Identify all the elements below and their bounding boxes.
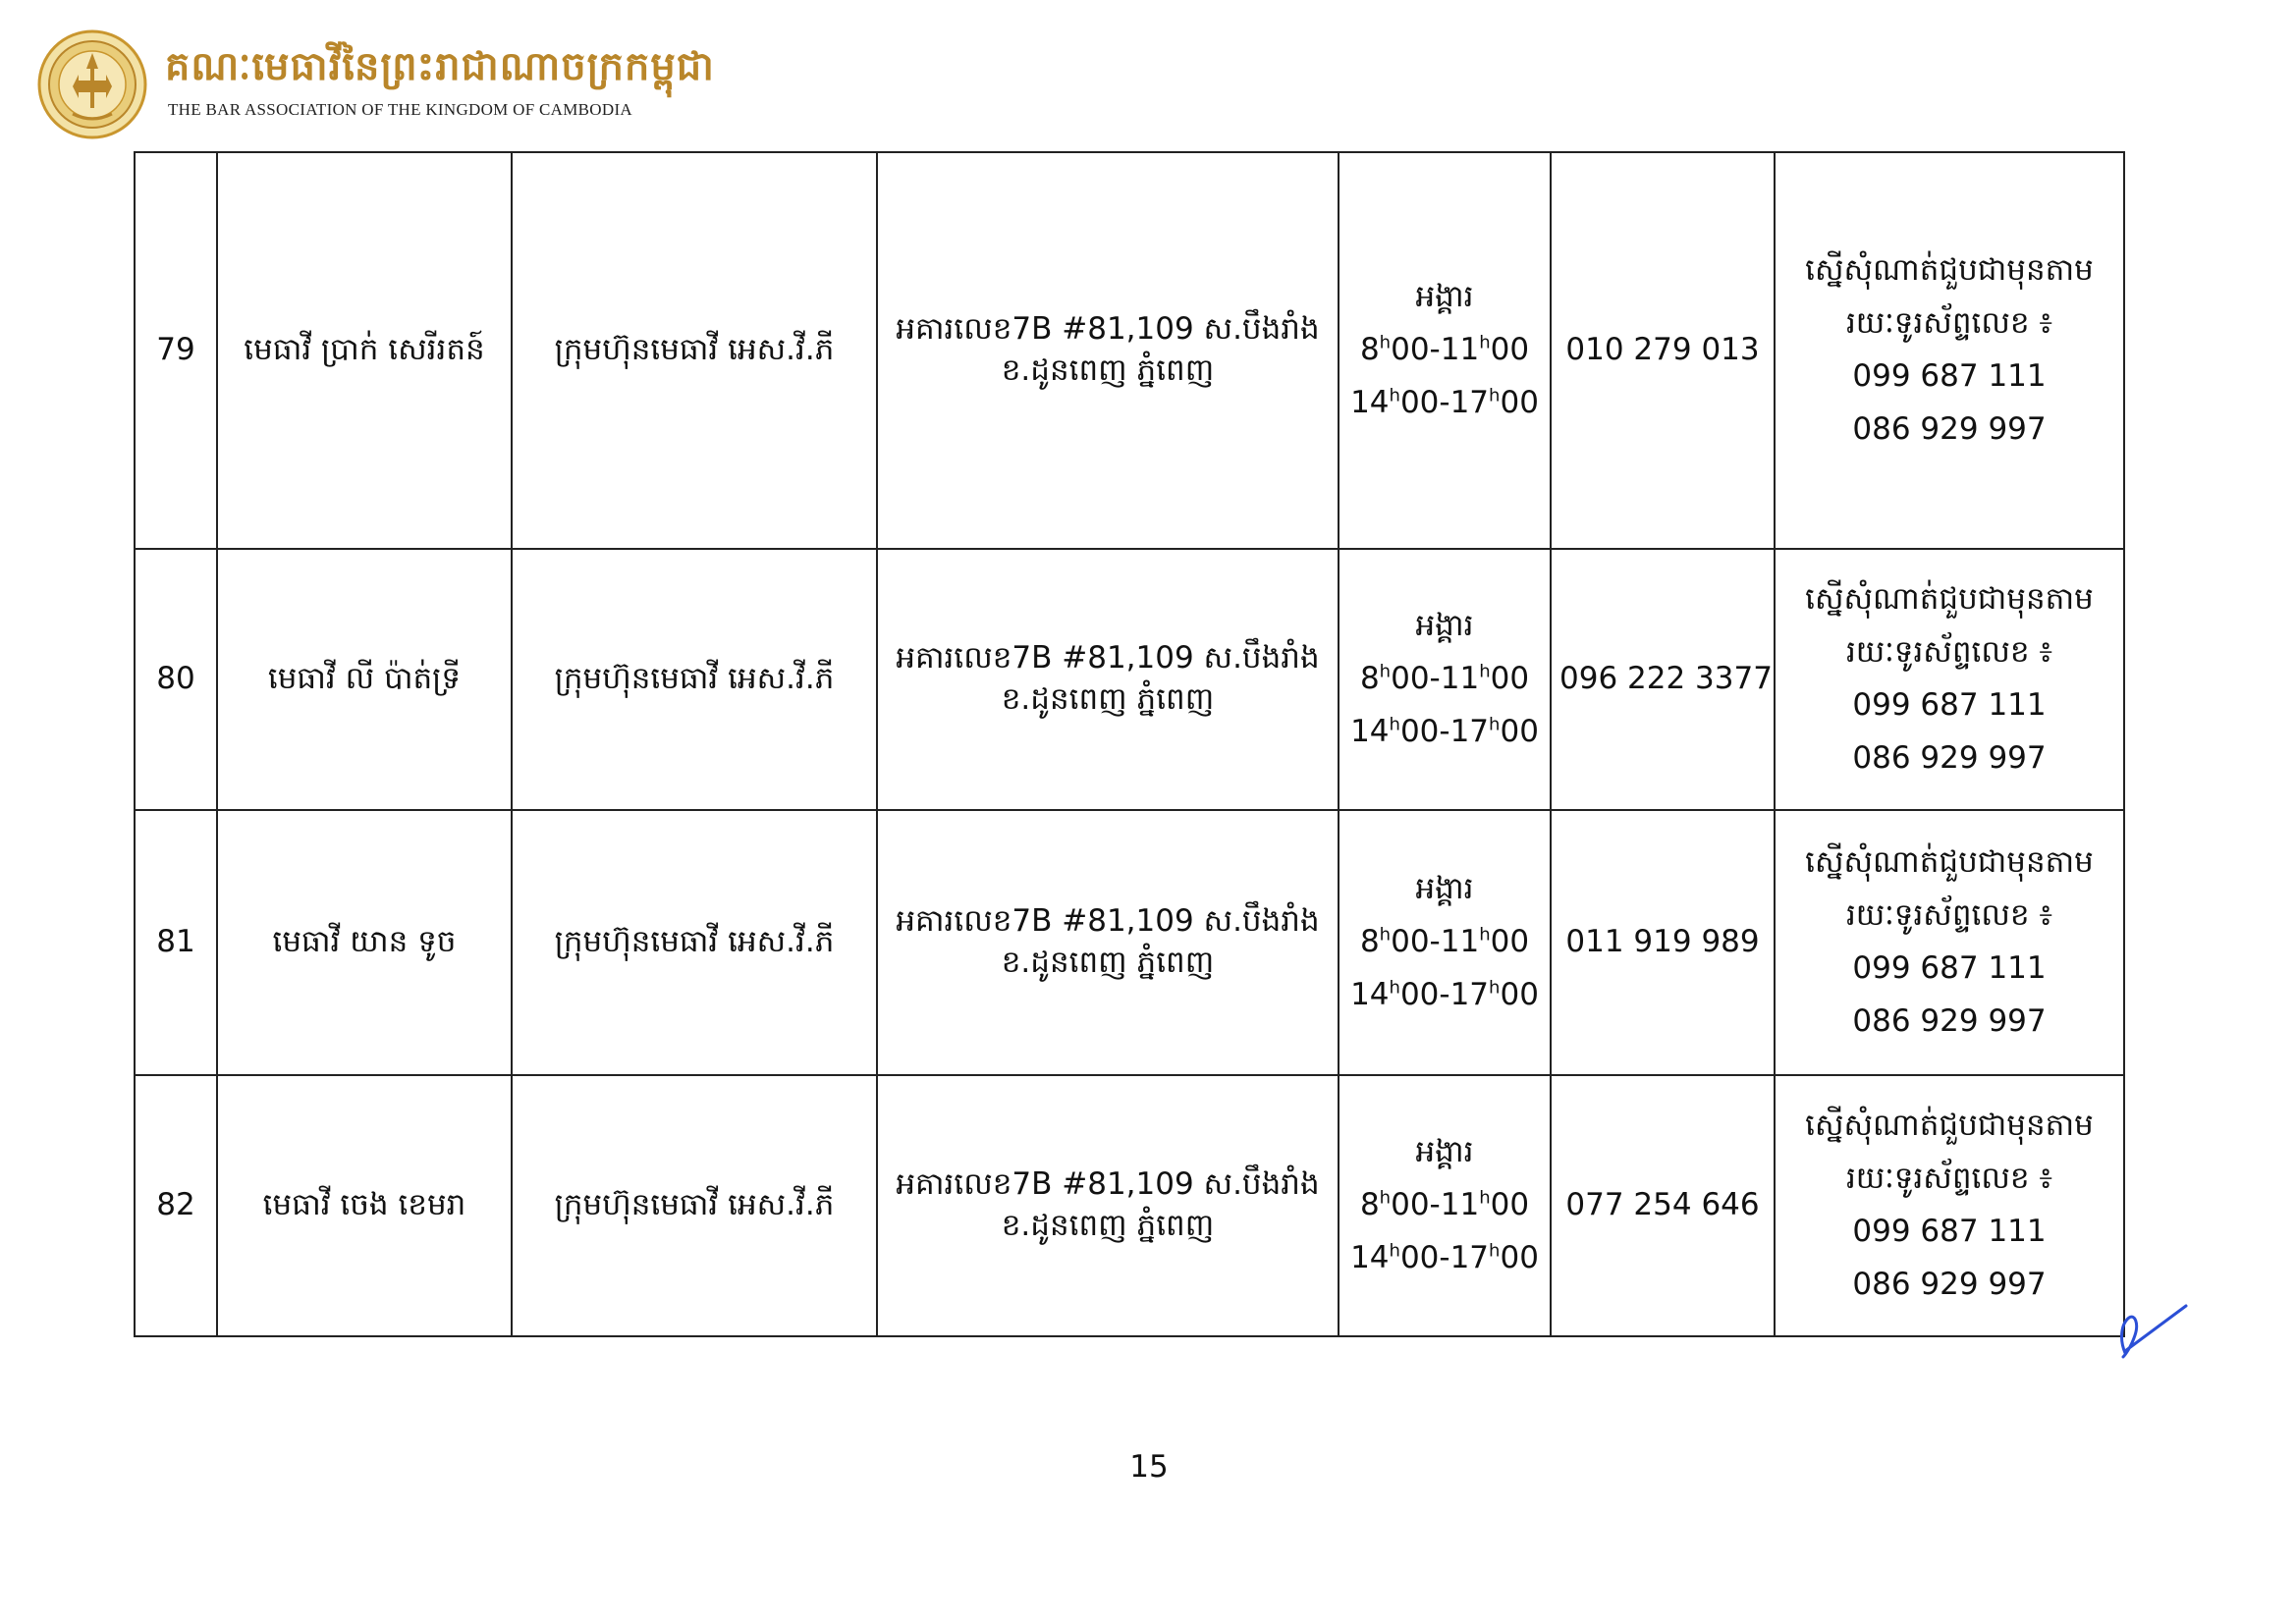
hours-afternoon: 14$^h$00-17$^h$00 bbox=[1350, 1239, 1539, 1275]
royal-seal-icon bbox=[37, 29, 147, 139]
address-line: ខ.ដូនពេញ ភ្នំពេញ bbox=[1001, 945, 1215, 980]
phone-number: 010 279 013 bbox=[1551, 152, 1775, 549]
lawyer-name: មេធាវី ប្រាក់ សេរីរតន៍ bbox=[217, 152, 512, 549]
note-line: រយៈទូរស័ព្ទលេខ ៖ bbox=[1845, 305, 2053, 342]
appointment-note bbox=[1775, 1075, 2124, 1336]
office-hours bbox=[1339, 152, 1551, 549]
note-line: ស្នើសុំណាត់ជួបជាមុនតាម bbox=[1805, 1108, 2094, 1144]
law-firm: ក្រុមហ៊ុនមេធាវី អេស.វី.ភី bbox=[512, 810, 877, 1075]
hours-day: អង្គារ bbox=[1415, 279, 1474, 315]
address-line: អគារលេខ7B #81,109 ស.បឹងរាំង bbox=[896, 311, 1320, 348]
note-line: ស្នើសុំណាត់ជួបជាមុនតាម bbox=[1805, 581, 2094, 618]
appointment-note bbox=[1775, 549, 2124, 810]
note-phone: 086 929 997 bbox=[1852, 1002, 2047, 1039]
address bbox=[877, 1075, 1339, 1336]
address-line: ខ.ដូនពេញ ភ្នំពេញ bbox=[1001, 681, 1215, 717]
note-phone: 099 687 111 bbox=[1852, 687, 2047, 723]
hours-morning: 8$^h$00-11$^h$00 bbox=[1359, 332, 1530, 368]
note-line: រយៈទូរស័ព្ទលេខ ៖ bbox=[1845, 897, 2053, 934]
note-phone: 086 929 997 bbox=[1852, 410, 2047, 447]
row-number: 79 bbox=[135, 152, 217, 549]
row-number: 82 bbox=[135, 1075, 217, 1336]
address bbox=[877, 152, 1339, 549]
note-phone: 086 929 997 bbox=[1852, 1266, 2047, 1302]
office-hours bbox=[1339, 1075, 1551, 1336]
hours-day: អង្គារ bbox=[1415, 1134, 1474, 1170]
lawyer-name: មេធាវី លី ប៉ាត់ទ្រី bbox=[217, 549, 512, 810]
lawyer-name: មេធាវី ចេង ខេមរា bbox=[217, 1075, 512, 1336]
note-line: ស្នើសុំណាត់ជួបជាមុនតាម bbox=[1805, 844, 2094, 881]
phone-number: 096 222 3377 bbox=[1551, 549, 1775, 810]
table-row bbox=[135, 152, 2124, 549]
address-line: អគារលេខ7B #81,109 ស.បឹងរាំង bbox=[896, 903, 1320, 940]
office-hours bbox=[1339, 549, 1551, 810]
hours-afternoon: 14$^h$00-17$^h$00 bbox=[1350, 976, 1539, 1012]
document-header bbox=[37, 29, 715, 142]
office-hours bbox=[1339, 810, 1551, 1075]
note-line: ស្នើសុំណាត់ជួបជាមុនតាម bbox=[1805, 252, 2094, 289]
note-phone: 099 687 111 bbox=[1852, 358, 2047, 394]
address bbox=[877, 549, 1339, 810]
row-number: 81 bbox=[135, 810, 217, 1075]
law-firm: ក្រុមហ៊ុនមេធាវី អេស.វី.ភី bbox=[512, 549, 877, 810]
phone-number: 077 254 646 bbox=[1551, 1075, 1775, 1336]
address bbox=[877, 810, 1339, 1075]
address-line: ខ.ដូនពេញ ភ្នំពេញ bbox=[1001, 352, 1215, 388]
hours-day: អង្គារ bbox=[1415, 871, 1474, 907]
lawyer-name: មេធាវី យាន ទូច bbox=[217, 810, 512, 1075]
hours-morning: 8$^h$00-11$^h$00 bbox=[1359, 661, 1530, 697]
hours-morning: 8$^h$00-11$^h$00 bbox=[1359, 924, 1530, 960]
law-firm: ក្រុមហ៊ុនមេធាវី អេស.វី.ភី bbox=[512, 1075, 877, 1336]
appointment-note bbox=[1775, 810, 2124, 1075]
org-name-english: THE BAR ASSOCIATION OF THE KINGDOM OF CAMBODIA bbox=[168, 100, 632, 119]
note-line: រយៈទូរស័ព្ទលេខ ៖ bbox=[1845, 634, 2053, 671]
address-line: អគារលេខ7B #81,109 ស.បឹងរាំង bbox=[896, 640, 1320, 676]
note-phone: 099 687 111 bbox=[1852, 1214, 2047, 1249]
appointment-note bbox=[1775, 152, 2124, 549]
law-firm: ក្រុមហ៊ុនមេធាវី អេស.វី.ភី bbox=[512, 152, 877, 549]
hours-morning: 8$^h$00-11$^h$00 bbox=[1359, 1187, 1530, 1223]
table-row bbox=[135, 810, 2124, 1075]
lawyer-roster-table bbox=[134, 151, 2125, 1337]
note-line: រយៈទូរស័ព្ទលេខ ៖ bbox=[1845, 1161, 2053, 1197]
signature-icon bbox=[2111, 1294, 2190, 1363]
note-phone: 086 929 997 bbox=[1852, 739, 2047, 776]
phone-number: 011 919 989 bbox=[1551, 810, 1775, 1075]
address-line: ខ.ដូនពេញ ភ្នំពេញ bbox=[1001, 1208, 1215, 1243]
table-row bbox=[135, 549, 2124, 810]
address-line: អគារលេខ7B #81,109 ស.បឹងរាំង bbox=[896, 1166, 1320, 1203]
org-name-khmer: គណៈមេធាវីនៃព្រះរាជាណាចក្រកម្ពុជា bbox=[165, 43, 715, 89]
hours-afternoon: 14$^h$00-17$^h$00 bbox=[1350, 384, 1539, 420]
hours-afternoon: 14$^h$00-17$^h$00 bbox=[1350, 713, 1539, 749]
row-number: 80 bbox=[135, 549, 217, 810]
page-number: 15 bbox=[1129, 1449, 1169, 1485]
hours-day: អង្គារ bbox=[1415, 608, 1474, 644]
note-phone: 099 687 111 bbox=[1852, 950, 2047, 986]
table-row bbox=[135, 1075, 2124, 1336]
